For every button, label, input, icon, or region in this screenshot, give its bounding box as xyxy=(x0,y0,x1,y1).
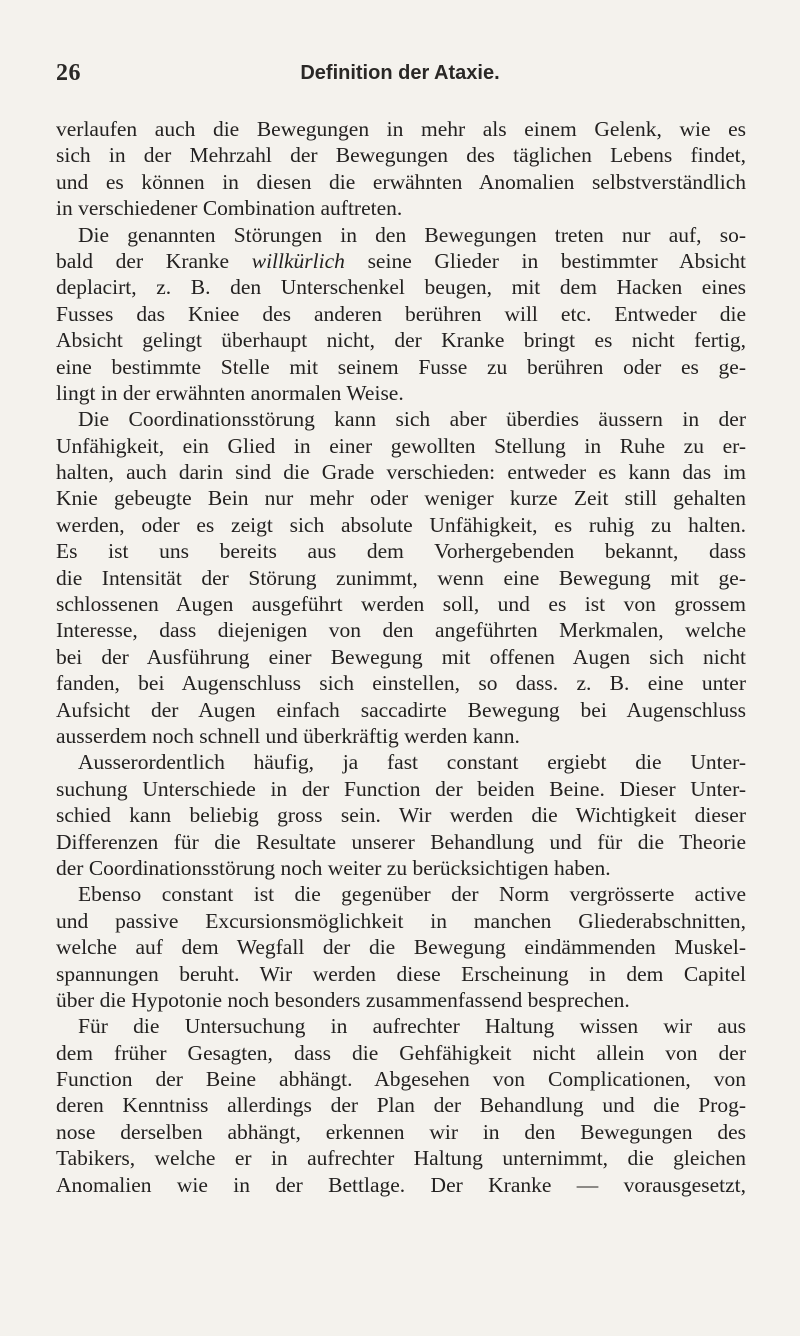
text-line: Interesse, dass diejenigen von den angeführten Merkmalen, welche xyxy=(56,618,746,643)
text-line: werden, oder es zeigt sich absolute Unfähigkeit, es ruhig zu halten. xyxy=(56,512,746,537)
text-line: suchung Unterschiede in der Function der beiden Beine. Dieser Unter- xyxy=(56,776,746,801)
text-line xyxy=(56,248,746,274)
text-line: Es ist uns bereits aus dem Vorhergebenden bekannt, dass xyxy=(56,539,746,564)
text-line: der Coordinationsstörung noch weiter zu berücksichtigen haben. xyxy=(56,855,611,880)
text-line: lingt in der erwähnten anormalen Weise. xyxy=(56,380,404,405)
text-line: über die Hypotonie noch besonders zusammenfassend besprechen. xyxy=(56,987,630,1012)
text-line: spannungen beruht. Wir werden diese Erscheinung in dem Capitel xyxy=(56,961,746,986)
text-line: Differenzen für die Resultate unserer Behandlung und für die Theorie xyxy=(56,829,746,854)
text-line: dem früher Gesagten, dass die Gehfähigkeit nicht allein von der xyxy=(56,1040,746,1065)
italic-emphasis: willkürlich xyxy=(251,248,345,273)
text-line: Knie gebeugte Bein nur mehr oder weniger kurze Zeit still gehalten xyxy=(56,486,746,511)
text-line: schlossenen Augen ausgeführt werden soll, und es ist von grossem xyxy=(56,592,746,617)
text-line: nose derselben abhängt, erkennen wir in den Bewegungen des xyxy=(56,1119,746,1144)
text-line: und es können in diesen die erwähnten Anomalien selbstverständlich xyxy=(56,169,746,194)
text-line: sich in der Mehrzahl der Bewegungen des täglichen Lebens findet, xyxy=(56,143,746,168)
text-line: Die genannten Störungen in den Bewegungen treten nur auf, so- xyxy=(78,222,746,247)
text-line: halten, auch darin sind die Grade verschieden: entweder es kann das im xyxy=(56,460,746,485)
text-line: in verschiedener Combination auftreten. xyxy=(56,196,403,221)
text-line: Absicht gelingt überhaupt nicht, der Kranke bringt es nicht fertig, xyxy=(56,328,746,353)
text-line: Für die Untersuchung in aufrechter Haltung wissen wir aus xyxy=(78,1014,746,1039)
text-line: Ebenso constant ist die gegenüber der Norm vergrösserte active xyxy=(78,882,746,907)
text-segment: seine Glieder in bestimmter Absicht xyxy=(344,248,747,273)
text-line: Unfähigkeit, ein Glied in einer gewollten Stellung in Ruhe zu er- xyxy=(56,433,746,458)
text-line: schied kann beliebig gross sein. Wir werden die Wichtigkeit dieser xyxy=(56,803,746,828)
running-title: Definition der Ataxie. xyxy=(300,62,500,84)
text-line: die Intensität der Störung zunimmt, wenn eine Bewegung mit ge- xyxy=(56,565,746,590)
text-line: deren Kenntniss allerdings der Plan der Behandlung und die Prog- xyxy=(56,1093,746,1118)
text-segment: bald der Kranke xyxy=(56,248,252,273)
text-line: Anomalien wie in der Bettlage. Der Kranke — vorausgesetzt, xyxy=(56,1172,746,1197)
page-header xyxy=(0,60,800,96)
text-line: deplacirt, z. B. den Unterschenkel beugen, mit dem Hacken eines xyxy=(56,275,746,300)
text-line: Fusses das Kniee des anderen berühren will etc. Entweder die xyxy=(56,301,746,326)
text-line: eine bestimmte Stelle mit seinem Fusse zu berühren oder es ge- xyxy=(56,354,746,379)
body-text xyxy=(56,116,746,1198)
text-line: Tabikers, welche er in aufrechter Haltung unternimmt, die gleichen xyxy=(56,1146,746,1171)
page-number: 26 xyxy=(56,60,81,86)
text-line: fanden, bei Augenschluss sich einstellen, so dass. z. B. eine unter xyxy=(56,671,746,696)
text-line: ausserdem noch schnell und überkräftig werden kann. xyxy=(56,723,520,748)
text-line: bei der Ausführung einer Bewegung mit offenen Augen sich nicht xyxy=(56,644,746,669)
text-line: Function der Beine abhängt. Abgesehen von Complicationen, von xyxy=(56,1067,746,1092)
text-line: Aufsicht der Augen einfach saccadirte Bewegung bei Augenschluss xyxy=(56,697,746,722)
text-line: und passive Excursionsmöglichkeit in manchen Gliederabschnitten, xyxy=(56,908,746,933)
text-line: Die Coordinationsstörung kann sich aber überdies äussern in der xyxy=(78,407,746,432)
text-line: verlaufen auch die Bewegungen in mehr als einem Gelenk, wie es xyxy=(56,117,746,141)
text-line: Ausserordentlich häufig, ja fast constant ergiebt die Unter- xyxy=(78,750,746,775)
text-line: welche auf dem Wegfall der die Bewegung eindämmenden Muskel- xyxy=(56,935,746,960)
